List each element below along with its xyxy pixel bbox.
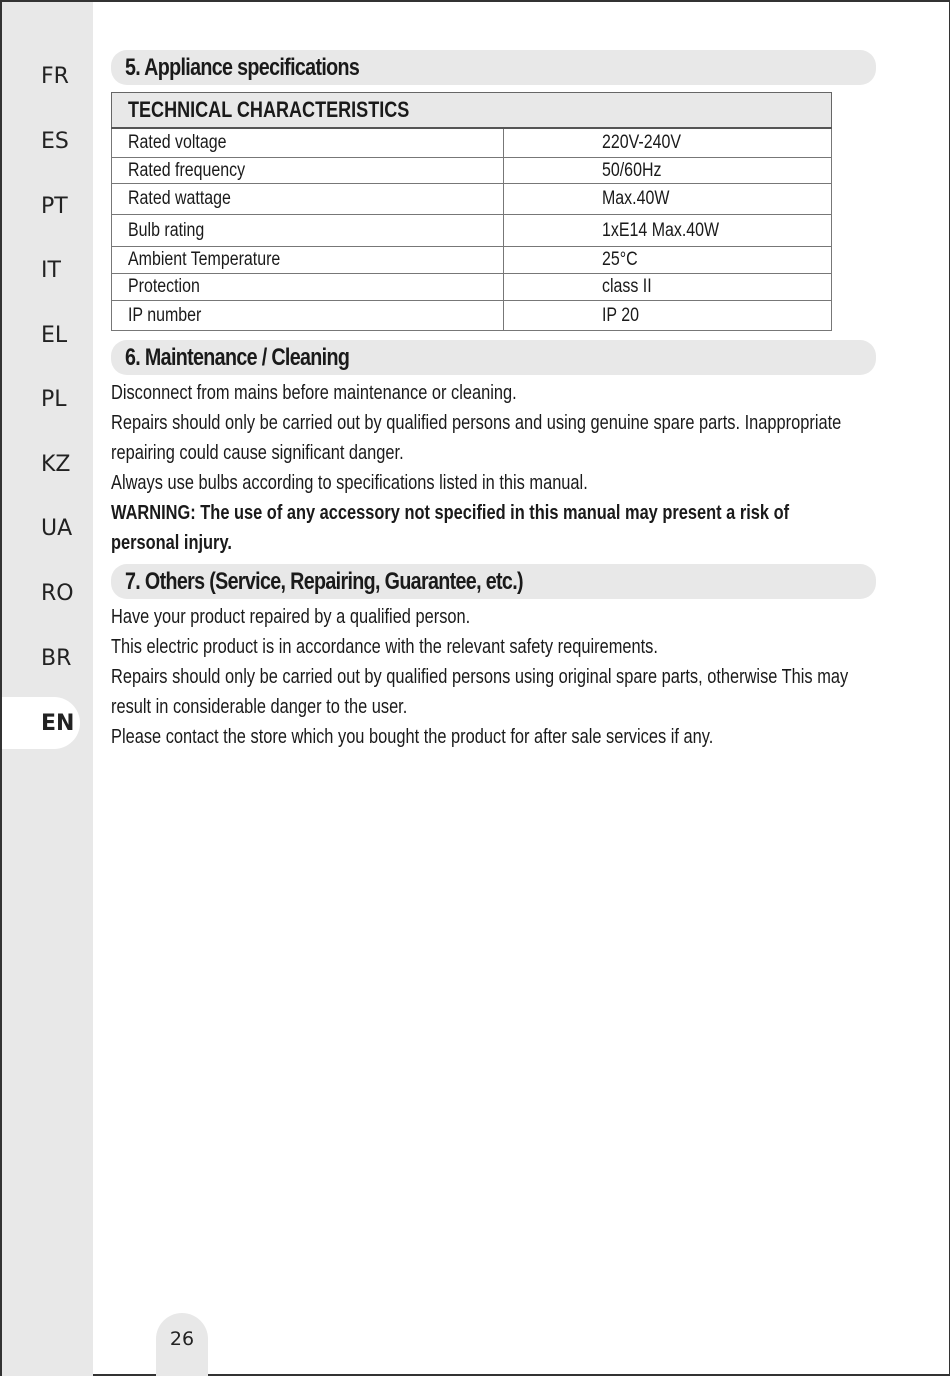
- section-heading-others: [111, 564, 876, 599]
- lang-tab-el[interactable]: EL: [41, 322, 68, 348]
- lang-tab-kz[interactable]: KZ: [41, 451, 71, 477]
- spec-label: IP number: [112, 301, 504, 331]
- technical-characteristics-table: [111, 92, 832, 331]
- table-row: [112, 158, 832, 184]
- section-heading-maintenance: [111, 340, 876, 375]
- spec-label: Rated voltage: [112, 128, 504, 158]
- paragraph-line: Repairs should only be carried out by qualified persons using original spare parts, otherwise This may: [111, 666, 849, 688]
- spec-label: Ambient Temperature: [112, 247, 504, 274]
- paragraph-line: Always use bulbs according to specifications listed in this manual.: [111, 472, 588, 494]
- section-heading-specs: [111, 50, 876, 85]
- maintenance-text: [111, 378, 901, 558]
- spec-value: Max.40W: [504, 184, 832, 215]
- lang-tab-br[interactable]: BR: [41, 645, 72, 671]
- paragraph-line: Please contact the store which you bought the product for after sale services if any.: [111, 726, 714, 748]
- table-row: [112, 215, 832, 247]
- lang-tab-pt[interactable]: PT: [41, 193, 68, 219]
- warning-line: personal injury.: [111, 532, 232, 554]
- table-row: [112, 301, 832, 331]
- paragraph-line: result in considerable danger to the user.: [111, 696, 408, 718]
- table-row: [112, 274, 832, 301]
- spec-value: 1xE14 Max.40W: [504, 215, 832, 247]
- spec-label: Rated frequency: [112, 158, 504, 184]
- paragraph-line: repairing could cause significant danger.: [111, 442, 404, 464]
- table-row: [112, 128, 832, 158]
- spec-value: IP 20: [504, 301, 832, 331]
- lang-tab-pl[interactable]: PL: [41, 386, 67, 412]
- table-row: [112, 247, 832, 274]
- language-sidebar: [2, 2, 93, 1376]
- spec-label: Rated wattage: [112, 184, 504, 215]
- lang-tab-fr[interactable]: FR: [41, 63, 69, 89]
- spec-label: Protection: [112, 274, 504, 301]
- section-title: 5. Appliance specifications: [125, 54, 360, 81]
- spec-value: 25°C: [504, 247, 832, 274]
- table-row: [112, 184, 832, 215]
- lang-tab-ua[interactable]: UA: [41, 515, 73, 541]
- section-title: 6. Maintenance / Cleaning: [125, 344, 350, 371]
- spec-value: 220V-240V: [504, 128, 832, 158]
- paragraph-line: Disconnect from mains before maintenance or cleaning.: [111, 382, 517, 404]
- paragraph-line: Repairs should only be carried out by qualified persons and using genuine spare parts. Inappropriate: [111, 412, 842, 434]
- lang-tab-es[interactable]: ES: [41, 128, 69, 154]
- paragraph-line: This electric product is in accordance with the relevant safety requirements.: [111, 636, 658, 658]
- spec-label: Bulb rating: [112, 215, 504, 247]
- spec-value: class II: [504, 274, 832, 301]
- paragraph-line: Have your product repaired by a qualified person.: [111, 606, 471, 628]
- others-text: [111, 602, 901, 752]
- lang-tab-it[interactable]: IT: [41, 257, 61, 283]
- table-header: TECHNICAL CHARACTERISTICS: [112, 93, 832, 128]
- lang-tab-ro[interactable]: RO: [41, 580, 74, 606]
- page-number: 26: [156, 1313, 208, 1376]
- spec-value: 50/60Hz: [504, 158, 832, 184]
- lang-tab-en-active[interactable]: EN: [2, 697, 80, 749]
- section-title: 7. Others (Service, Repairing, Guarantee, etc.): [125, 568, 523, 595]
- table-header-row: [112, 93, 832, 128]
- warning-line: WARNING: The use of any accessory not specified in this manual may present a risk of: [111, 502, 790, 524]
